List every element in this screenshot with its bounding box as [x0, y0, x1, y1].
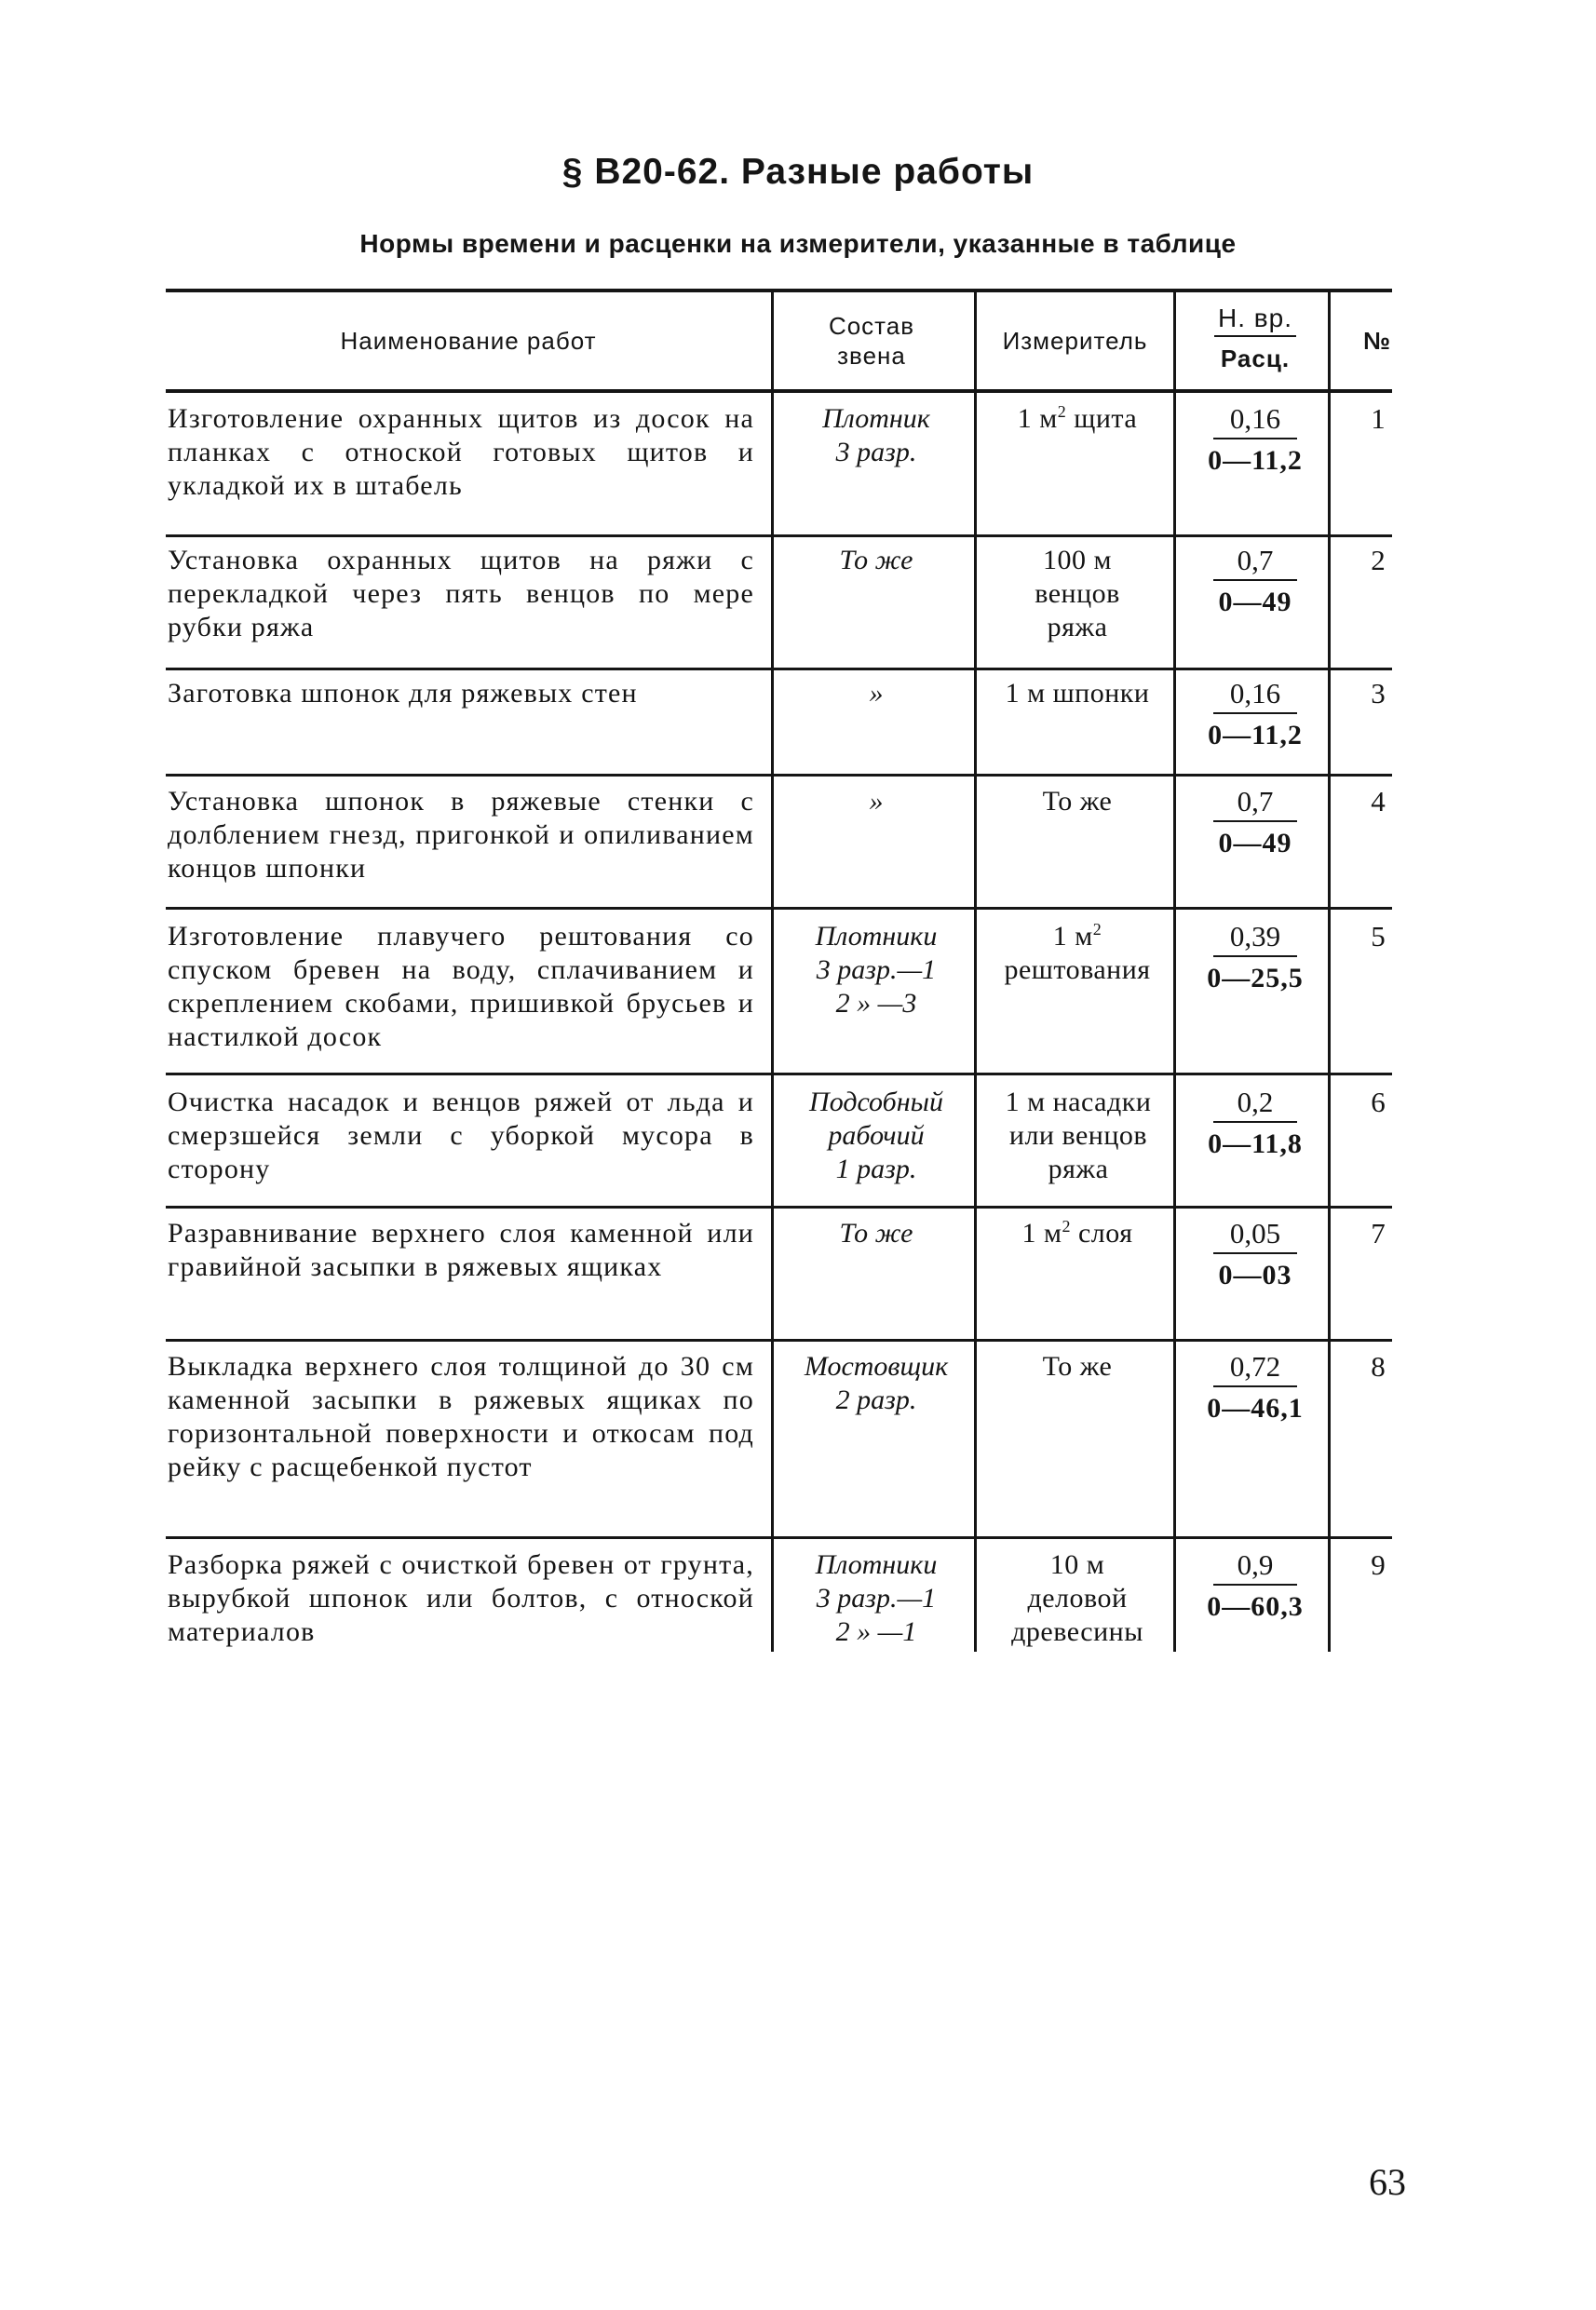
- header-rate: Расц.: [1220, 344, 1291, 372]
- crew: »: [869, 678, 884, 709]
- section-title: § B20-62. Разные работы: [561, 152, 1035, 192]
- measure-unit: То же: [1042, 786, 1113, 817]
- time-norm: 0,05: [1213, 1217, 1297, 1254]
- time-norm: 0,39: [1213, 920, 1297, 957]
- work-name: Выкладка верхнего слоя толщиной до 30 см каменной засыпки в ряжевых ящиках по горизонтальной поверхности и откосам под рейку с расщебенкой пустот: [168, 1351, 754, 1482]
- row-divider: [166, 1206, 1392, 1209]
- measure-unit: 1 $м^2$ рештования: [1004, 920, 1151, 985]
- row-divider: [166, 1339, 1392, 1342]
- work-name: Изготовление охранных щитов из досок на планках с отноской готовых щитов и укладкой их в штабель: [168, 403, 754, 501]
- row-number: 2: [1371, 544, 1386, 576]
- norm-rate: [1177, 1086, 1333, 1160]
- rate: 0—49: [1218, 587, 1292, 617]
- time-norm: 0,16: [1213, 677, 1297, 714]
- crew: Плотник 3 разр.: [822, 403, 930, 467]
- crew: То же: [839, 545, 913, 575]
- work-name: Заготовка шпонок для ряжевых стен: [168, 678, 638, 709]
- work-name: Установка шпонок в ряжевые стенки с долблением гнезд, пригонкой и опиливанием концов шпонки: [168, 786, 754, 884]
- time-norm: 0,7: [1213, 544, 1297, 581]
- measure-unit: 100 м венцов ряжа: [1035, 545, 1120, 642]
- time-norm: 0,72: [1213, 1350, 1297, 1387]
- row-number: 4: [1371, 785, 1386, 817]
- row-divider: [166, 534, 1392, 537]
- work-name: Разравнивание верхнего слоя каменной или гравийной засыпки в ряжевых ящиках: [168, 1218, 754, 1282]
- measure-unit: 1 м шпонки: [1005, 678, 1150, 709]
- crew: То же: [839, 1218, 913, 1249]
- norm-rate: [1177, 677, 1333, 751]
- header-number: №: [1363, 327, 1391, 355]
- time-norm: 0,2: [1213, 1086, 1297, 1123]
- header-norm-rate: [1177, 304, 1333, 373]
- header-crew: Состав звена: [828, 312, 915, 370]
- measure-unit: 10 м деловой древесины: [1011, 1549, 1143, 1647]
- norm-rate: [1177, 920, 1333, 994]
- row-number: 9: [1371, 1548, 1386, 1581]
- time-norm: 0,7: [1213, 785, 1297, 822]
- norm-rate: [1177, 1217, 1333, 1291]
- crew: Плотники 3 разр.—1 2 » —1: [815, 1549, 938, 1647]
- row-number: 6: [1371, 1086, 1386, 1118]
- row-number: 1: [1371, 402, 1386, 435]
- rate: 0—60,3: [1207, 1591, 1304, 1622]
- rate: 0—11,8: [1208, 1128, 1303, 1159]
- header-norm: Н. вр.: [1214, 304, 1296, 337]
- measure-unit: То же: [1042, 1351, 1113, 1382]
- time-norm: 0,16: [1213, 402, 1297, 439]
- norm-rate: [1177, 785, 1333, 859]
- row-divider: [166, 774, 1392, 777]
- measure-unit: 1 $м^2$ слоя: [1021, 1217, 1133, 1249]
- norm-rate: [1177, 1548, 1333, 1623]
- rate: 0—25,5: [1207, 963, 1304, 993]
- rate: 0—46,1: [1207, 1393, 1304, 1424]
- row-number: 7: [1371, 1217, 1386, 1250]
- row-divider: [166, 907, 1392, 910]
- work-name: Установка охранных щитов на ряжи с перекладкой через пять венцов по мере рубки ряжа: [168, 545, 754, 642]
- crew: »: [869, 786, 884, 817]
- row-number: 3: [1371, 677, 1386, 709]
- work-name: Изготовление плавучего рештования со спуском бревен на воду, сплачиванием и скреплением скобами, пришивкой брусьев и настилкой досок: [168, 921, 754, 1052]
- crew: Мостовщик 2 разр.: [804, 1351, 949, 1415]
- column-rule: [1173, 290, 1176, 1652]
- rate: 0—11,2: [1208, 445, 1303, 476]
- row-number: 5: [1371, 920, 1386, 952]
- measure-unit: 1 м насадки или венцов ряжа: [1005, 1087, 1152, 1184]
- header-unit: Измеритель: [1002, 327, 1148, 355]
- page-number: 63: [1369, 2161, 1406, 2203]
- rate: 0—49: [1218, 828, 1292, 858]
- header-name: Наименование работ: [340, 327, 597, 355]
- norm-rate: [1177, 402, 1333, 477]
- table-subtitle: Нормы времени и расценки на измерители, указанные в таблице: [359, 229, 1237, 258]
- work-name: Очистка насадок и венцов ряжей от льда и смерзшейся земли с уборкой мусора в сторону: [168, 1087, 754, 1184]
- row-divider: [166, 1536, 1392, 1539]
- column-rule: [771, 290, 774, 1652]
- crew: Плотники 3 разр.—1 2 » —3: [815, 921, 938, 1019]
- work-name: Разборка ряжей с очисткой бревен от грунта, вырубкой шпонок или болтов, с отноской материалов: [168, 1549, 754, 1647]
- norm-rate: [1177, 544, 1333, 618]
- row-number: 8: [1371, 1350, 1386, 1383]
- rate: 0—11,2: [1208, 720, 1303, 750]
- crew: Подсобный рабочий 1 разр.: [809, 1087, 943, 1184]
- row-divider: [166, 1073, 1392, 1075]
- time-norm: 0,9: [1213, 1548, 1297, 1586]
- row-divider: [166, 668, 1392, 670]
- norm-rate: [1177, 1350, 1333, 1425]
- measure-unit: 1 $м^2$ щита: [1017, 402, 1138, 434]
- rate: 0—03: [1218, 1260, 1292, 1290]
